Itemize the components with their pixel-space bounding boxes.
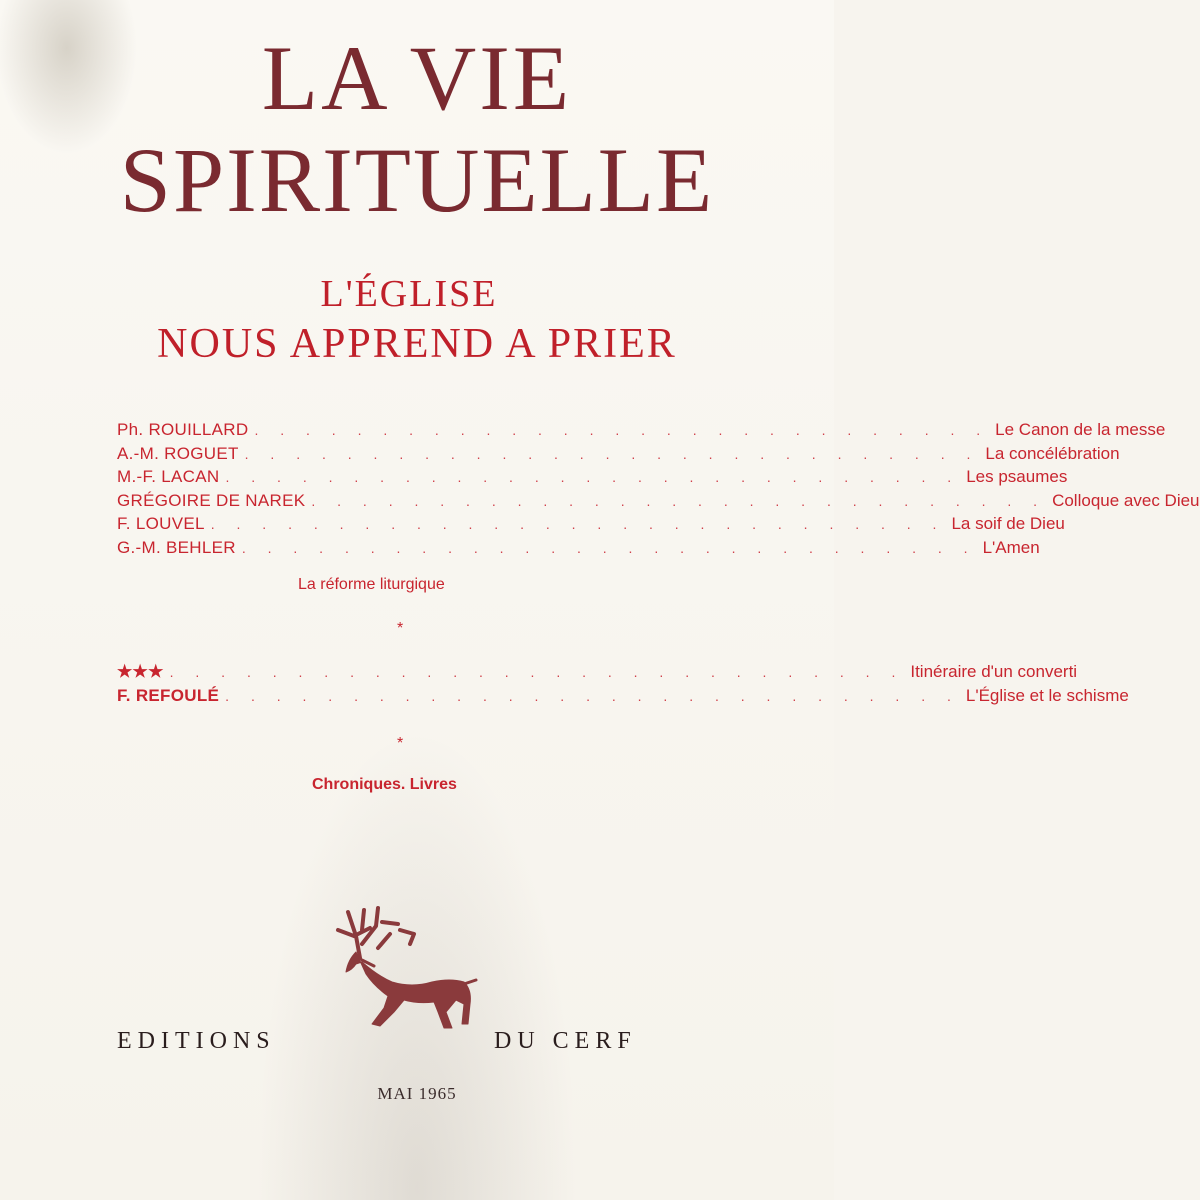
toc-author: GRÉGOIRE DE NAREK (117, 490, 306, 510)
toc-row (117, 489, 1200, 513)
dot-leader: . . . . . . . . . . . . . . . . . . . . . . . . . . . . . (244, 445, 980, 462)
magazine-title-line2: SPIRITUELLE (119, 129, 715, 231)
toc-row (117, 660, 1078, 684)
toc-article: La concélébration (985, 443, 1120, 463)
toc-author: ★★★ (117, 662, 164, 681)
toc-article: Colloque avec Dieu (1052, 490, 1200, 510)
toc-article: L'Église et le schisme (965, 685, 1129, 705)
toc-row (117, 536, 1040, 560)
toc-row (117, 684, 1129, 708)
dot-leader: . . . . . . . . . . . . . . . . . . . . . . . . . . . . . (225, 469, 961, 485)
toc-row (117, 418, 1166, 442)
stag-icon (318, 900, 488, 1050)
toc-article: Itinéraire d'un converti (910, 662, 1078, 681)
dot-leader: . . . . . . . . . . . . . . . . . . . . . . . . . . . . . (169, 664, 905, 680)
dot-leader: . . . . . . . . . . . . . . . . . . . . . . . . . . . . . (210, 516, 946, 532)
toc-article: L'Amen (982, 537, 1040, 557)
toc-row (117, 442, 1120, 466)
magazine-title-line1: LA VIE (261, 27, 573, 129)
table-of-contents-secondary (117, 660, 1129, 707)
issue-subtitle-line2: NOUS APPREND A PRIER (157, 321, 677, 367)
dot-leader: . . . . . . . . . . . . . . . . . . . . . . . . . . . . . (225, 687, 960, 704)
publisher-name-left: EDITIONS (117, 1028, 276, 1054)
issue-date: MAI 1965 (377, 1084, 457, 1103)
toc-article: La soif de Dieu (951, 514, 1065, 533)
separator-star: * (397, 620, 404, 637)
dot-leader: . . . . . . . . . . . . . . . . . . . . . . . . . . . . . (241, 539, 977, 556)
toc-article: Les psaumes (966, 467, 1068, 486)
table-of-contents (117, 418, 1200, 559)
toc-author: F. LOUVEL (117, 514, 205, 533)
dot-leader: . . . . . . . . . . . . . . . . . . . . . . . . . . . . . (311, 492, 1047, 509)
publisher-name-right: DU CERF (494, 1028, 637, 1054)
separator-star: * (397, 735, 404, 752)
toc-author: M.-F. LACAN (117, 467, 220, 486)
dot-leader: . . . . . . . . . . . . . . . . . . . . . . . . . . . . . (254, 422, 990, 438)
reforme-liturgique-line: La réforme liturgique (298, 576, 445, 593)
toc-article: Le Canon de la messe (995, 420, 1166, 439)
toc-row (117, 465, 1068, 489)
toc-author: Ph. ROUILLARD (117, 420, 249, 439)
toc-author: A.-M. ROGUET (117, 443, 239, 463)
toc-author: G.-M. BEHLER (117, 537, 236, 557)
issue-subtitle-line1: L'ÉGLISE (320, 273, 498, 315)
chroniques-line: Chroniques. Livres (312, 776, 457, 793)
toc-author: F. REFOULÉ (117, 685, 220, 705)
toc-row (117, 512, 1065, 536)
